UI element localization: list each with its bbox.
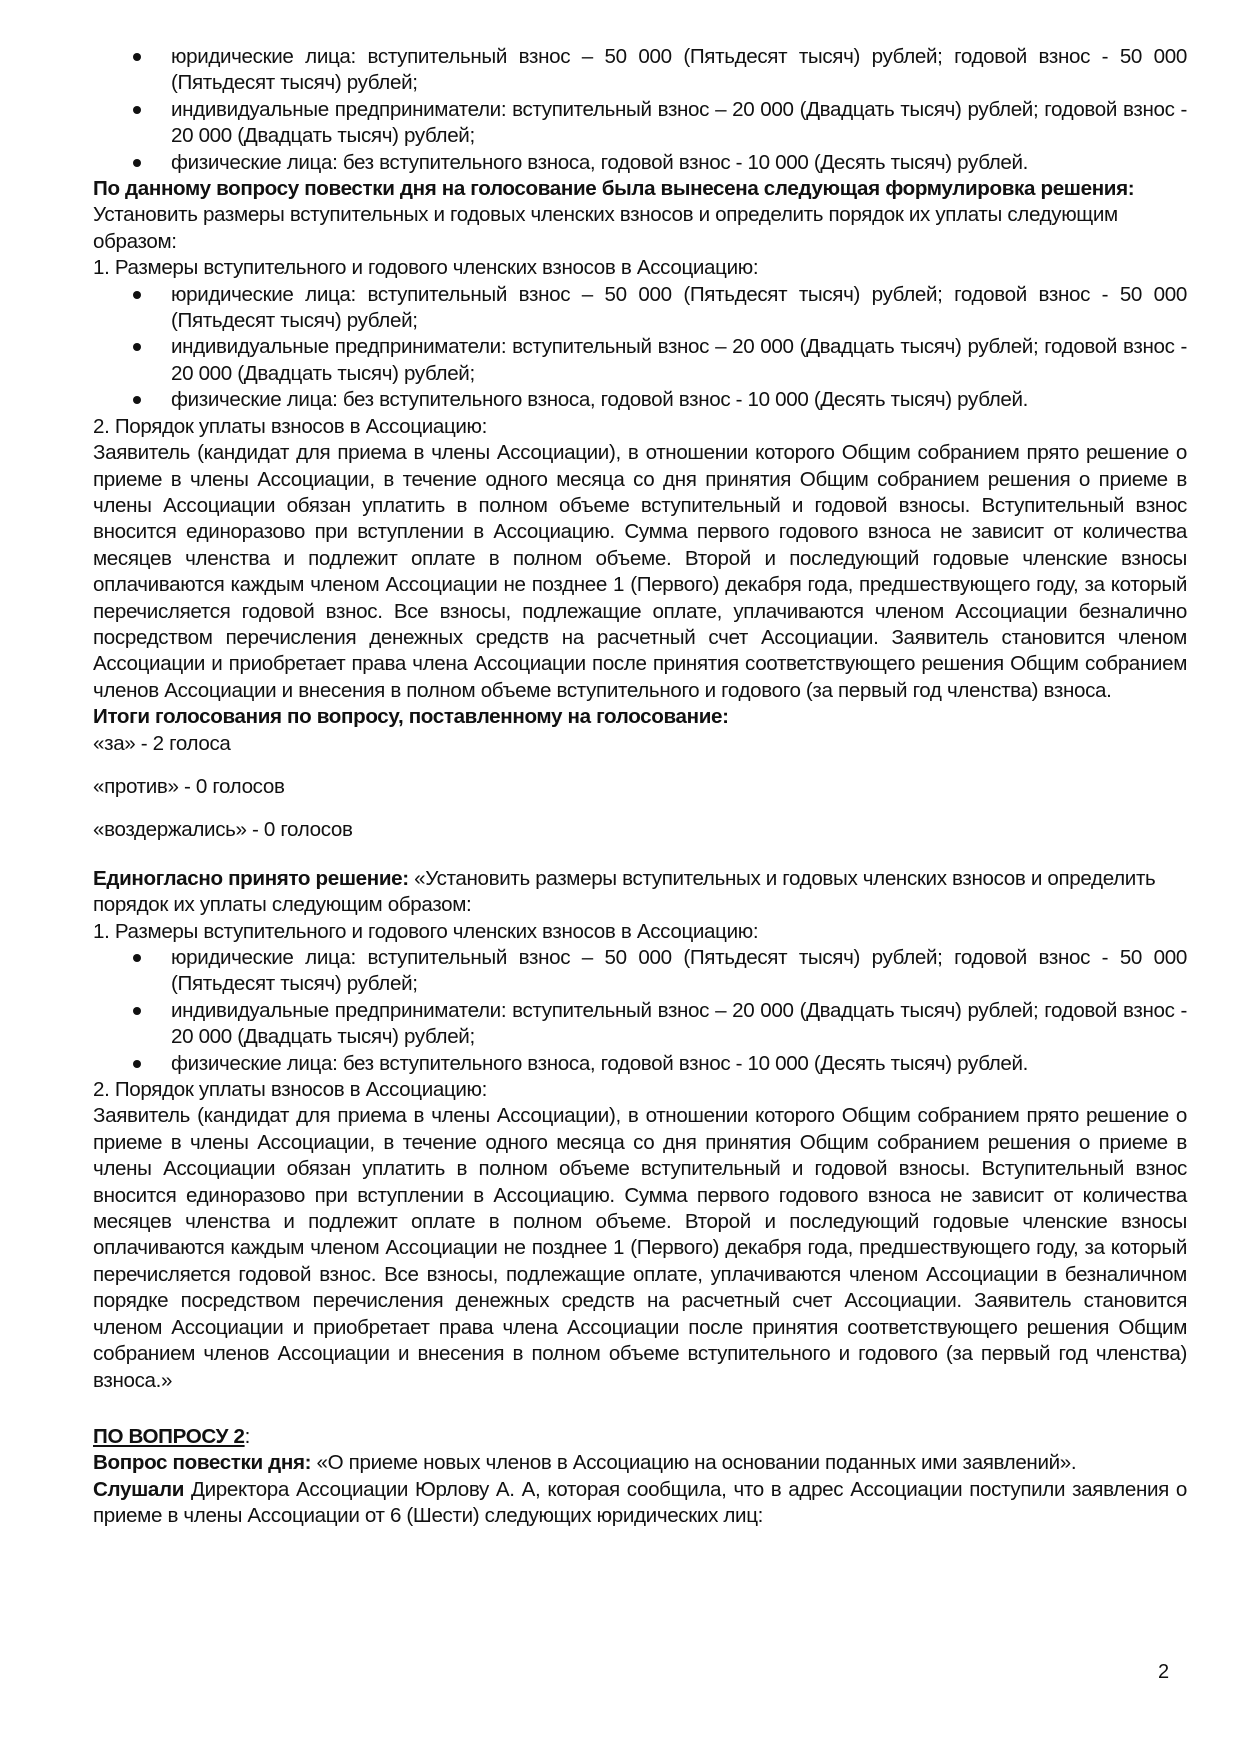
list-item: юридические лица: вступительный взнос – 50 000 (Пятьдесят тысяч) рублей; годовой взнос - 50 000 (Пятьдесят тысяч) рублей; <box>93 44 1187 97</box>
list-item: индивидуальные предприниматели: вступительный взнос – 20 000 (Двадцать тысяч) рублей; годовой взнос - 20 000 (Двадцать тысяч) рублей; <box>93 998 1187 1051</box>
proposal-intro: Установить размеры вступительных и годовых членских взносов и определить порядок их уплаты следующим образом: <box>93 203 1118 253</box>
bullet-icon <box>133 291 141 299</box>
page-number: 2 <box>1158 1661 1170 1683</box>
vote-abstained: «воздержались» - 0 голосов <box>93 818 353 842</box>
vote-against: «против» - 0 голосов <box>93 774 285 798</box>
question-2-heard: Слушали Директора Ассоциации Юрлову А. А, которая сообщила, что в адрес Ассоциации поступили заявления о приеме в члены Ассоциации от 6 (Шести) следующих юридических лиц: <box>93 1477 1187 1528</box>
decision-body: Заявитель (кандидат для приема в члены Ассоциации), в отношении которого Общим собранием прято решение о приеме в члены Ассоциации, в течение одного месяца со дня принятия Общим собранием решения о приеме в члены Ассоциации обязан уплатить в полном объеме вступительный и годовой взносы. Вступительный взнос вносится единоразово при вступлении в Ассоциацию. Сумма первого годового взноса не зависит от количества месяцев членства и подлежит оплате в полном объеме. Второй и последующий годовые членские взносы оплачиваются каждым членом Ассоциации не позднее 1 (Первого) декабря года, предшествующего году, за который перечисляется годовой взнос. Все взносы, подлежащие оплате, уплачиваются членом Ассоциации в безналичном порядке посредством перечисления денежных средств на расчетный счет Ассоциации. Заявитель становится членом Ассоциации и приобретает права члена Ассоциации после принятия соответствующего решения Общим собранием членов Ассоциации и внесения в полном объеме вступительного и годового (за первый год членства) взноса.» <box>93 1104 1187 1392</box>
decision-item-1: 1. Размеры вступительного и годового членских взносов в Ассоциацию: <box>93 919 759 943</box>
question-2-agenda: Вопрос повестки дня: «О приеме новых членов в Ассоциацию на основании поданных ими заявлений». <box>93 1451 1077 1475</box>
question-2-title: ПО ВОПРОСУ 2 <box>93 1424 245 1448</box>
document-page <box>93 44 1187 1530</box>
list-item: физические лица: без вступительного взноса, годовой взнос - 10 000 (Десять тысяч) рублей. <box>93 387 1187 413</box>
proposal-item-2: 2. Порядок уплаты взносов в Ассоциацию: <box>93 414 488 438</box>
list-item: юридические лица: вступительный взнос – 50 000 (Пятьдесят тысяч) рублей; годовой взнос - 50 000 (Пятьдесят тысяч) рублей; <box>93 282 1187 335</box>
bullet-icon <box>133 53 141 61</box>
bullet-icon <box>133 343 141 351</box>
list-item: индивидуальные предприниматели: вступительный взнос – 20 000 (Двадцать тысяч) рублей; годовой взнос - 20 000 (Двадцать тысяч) рублей; <box>93 334 1187 387</box>
question-2-heading: ПО ВОПРОСУ 2: <box>93 1424 250 1448</box>
list-item: физические лица: без вступительного взноса, годовой взнос - 10 000 (Десять тысяч) рублей. <box>93 1051 1187 1077</box>
bullet-icon <box>133 1007 141 1015</box>
fees-list-decision <box>93 945 1187 1077</box>
list-item: юридические лица: вступительный взнос – 50 000 (Пятьдесят тысяч) рублей; годовой взнос - 50 000 (Пятьдесят тысяч) рублей; <box>93 945 1187 998</box>
decision-lead-bold: Единогласно принято решение: <box>93 866 409 890</box>
fees-list-top <box>93 44 1187 176</box>
bullet-icon <box>133 106 141 114</box>
voting-heading: Итоги голосования по вопросу, поставленному на голосование: <box>93 705 729 729</box>
list-item: физические лица: без вступительного взноса, годовой взнос - 10 000 (Десять тысяч) рублей. <box>93 150 1187 176</box>
bullet-icon <box>133 954 141 962</box>
bullet-icon <box>133 159 141 167</box>
vote-for: «за» - 2 голоса <box>93 731 231 755</box>
decision-lead <box>93 866 1187 919</box>
proposal-item-1: 1. Размеры вступительного и годового членских взносов в Ассоциацию: <box>93 256 759 280</box>
fees-list-proposal <box>93 282 1187 414</box>
bullet-icon <box>133 396 141 404</box>
proposal-heading: По данному вопросу повестки дня на голосование была вынесена следующая формулировка решения: <box>93 177 1135 201</box>
bullet-icon <box>133 1060 141 1068</box>
proposal-body: Заявитель (кандидат для приема в члены Ассоциации), в отношении которого Общим собранием прято решение о приеме в члены Ассоциации, в течение одного месяца со дня принятия Общим собранием решения о приеме в члены Ассоциации обязан уплатить в полном объеме вступительный и годовой взносы. Вступительный взнос вносится единоразово при вступлении в Ассоциацию. Сумма первого годового взноса не зависит от количества месяцев членства и подлежит оплате в полном объеме. Второй и последующий годовые членские взносы оплачиваются каждым членом Ассоциации не позднее 1 (Первого) декабря года, предшествующего году, за который перечисляется годовой взнос. Все взносы, подлежащие оплате, уплачиваются членом Ассоциации безналично посредством перечисления денежных средств на расчетный счет Ассоциации. Заявитель становится членом Ассоциации и приобретает права члена Ассоциации после принятия соответствующего решения Общим собранием членов Ассоциации и внесения в полном объеме вступительного и годового (за первый год членства) взноса. <box>93 441 1187 702</box>
list-item: индивидуальные предприниматели: вступительный взнос – 20 000 (Двадцать тысяч) рублей; годовой взнос - 20 000 (Двадцать тысяч) рублей; <box>93 97 1187 150</box>
decision-item-2: 2. Порядок уплаты взносов в Ассоциацию: <box>93 1078 488 1102</box>
decision-lead-text: «Установить размеры вступительных и годовых членских взносов и определить порядок их уплаты следующим образом: <box>93 866 1156 917</box>
